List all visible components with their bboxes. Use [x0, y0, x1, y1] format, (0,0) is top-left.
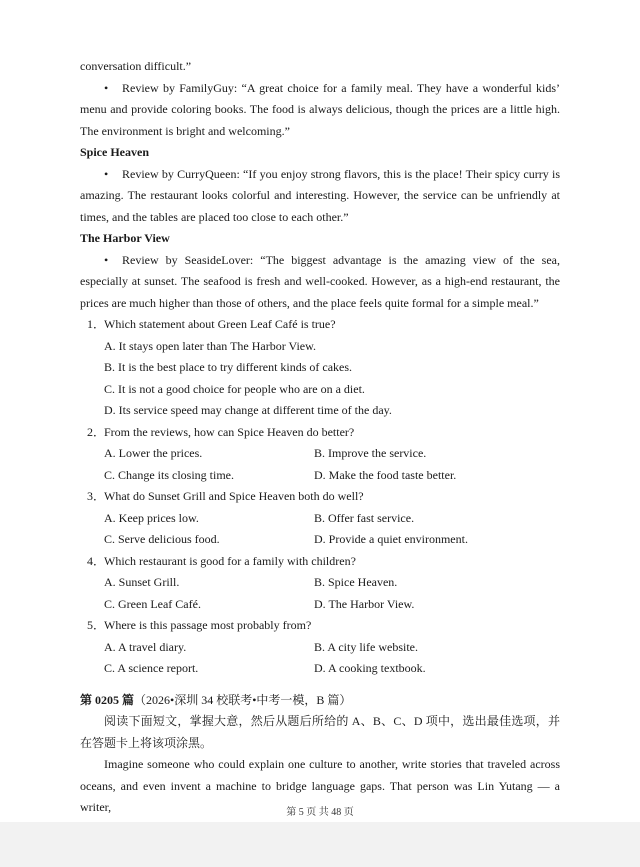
question-options	[80, 637, 560, 680]
question-3	[80, 486, 560, 551]
bottom-margin	[0, 822, 640, 867]
section-subtitle: （2026•深圳 34 校联考•中考一模，B 篇）	[134, 692, 352, 707]
option-c: C. Green Leaf Café.	[104, 596, 201, 611]
option-c: C. It is not a good choice for people who are on a diet.	[104, 381, 365, 396]
question-stem	[80, 314, 560, 336]
option-row	[104, 529, 560, 551]
question-options	[80, 508, 560, 551]
passage-text: Imagine someone who could explain one culture to another, write stories that traveled across oceans, and even invent a machine to bridge language gaps. That person was Lin Yutang — a writer,	[80, 757, 560, 814]
option-d: D. Provide a quiet environment.	[314, 532, 468, 546]
option-d: D. Its service speed may change at different time of the day.	[104, 403, 392, 417]
option-b: B. A city life website.	[314, 639, 418, 654]
question-5	[80, 615, 560, 680]
option-row	[104, 637, 560, 659]
option-row	[104, 465, 560, 487]
restaurant-heading-spice-heaven: Spice Heaven	[80, 145, 149, 159]
question-text: Which statement about Green Leaf Café is true?	[104, 317, 336, 331]
section-number: 第 0205 篇	[80, 692, 135, 707]
question-number: 5．	[87, 618, 106, 632]
option-b: B. It is the best place to try different kinds of cakes.	[104, 360, 353, 374]
option-row	[104, 572, 560, 594]
section-instruction: 阅读下面短文，掌握大意，然后从题后所给的 A、B、C、D 项中，选出最佳选项，并在答题卡上将该项涂黑。	[80, 714, 560, 750]
option-b: B. Offer fast service.	[314, 510, 415, 525]
question-1	[80, 314, 560, 422]
option-row	[104, 443, 560, 465]
question-text: Which restaurant is good for a family with children?	[104, 553, 356, 568]
option-a: A. It stays open later than The Harbor View.	[104, 338, 316, 353]
question-number: 2．	[87, 424, 106, 439]
continuation-text: conversation difficult.”	[80, 59, 192, 73]
option-a: A. Sunset Grill.	[104, 575, 180, 589]
question-number: 3．	[87, 489, 106, 503]
question-stem	[80, 422, 560, 444]
bullet-icon: •	[104, 166, 109, 181]
bullet-icon: •	[104, 252, 109, 267]
section-title	[80, 690, 560, 712]
question-stem	[80, 615, 560, 637]
question-options	[80, 443, 560, 486]
option-d: D. The Harbor View.	[314, 596, 415, 611]
review-curryqueen	[80, 164, 560, 229]
page-footer: 第 5 页 共 48 页	[286, 807, 354, 818]
review-familyguy	[80, 78, 560, 143]
option-row	[104, 508, 560, 530]
question-2	[80, 422, 560, 487]
bullet-icon: •	[104, 80, 109, 95]
question-options	[80, 336, 560, 422]
option-b: B. Improve the service.	[314, 446, 427, 460]
review-text: Review by CurryQueen: “If you enjoy strong flavors, this is the place! Their spicy curry is amazing. The restaurant looks colorful and interesting. However, the service can be unfriendly at times, and the tables are placed too close to each other.”	[80, 166, 560, 224]
question-stem	[80, 551, 560, 573]
option-a: A. Lower the prices.	[104, 446, 203, 460]
review-text: Review by SeasideLover: “The biggest advantage is the amazing view of the sea, especially at sunset. The seafood is fresh and well-cooked. However, as a high-end restaurant, the prices are much higher than those of others, and the place feels quite formal for a simple meal.”	[80, 252, 560, 310]
question-number: 4．	[87, 553, 106, 568]
question-stem	[80, 486, 560, 508]
option-a: A. A travel diary.	[104, 639, 187, 654]
page-content	[80, 56, 560, 819]
option-a: A. Keep prices low.	[104, 510, 199, 525]
option-d: D. A cooking textbook.	[314, 661, 426, 675]
question-options	[80, 572, 560, 615]
option-c: C. A science report.	[104, 661, 199, 675]
question-4	[80, 551, 560, 616]
question-text: From the reviews, how can Spice Heaven do better?	[104, 424, 355, 439]
restaurant-heading-harbor-view: The Harbor View	[80, 231, 170, 245]
option-d: D. Make the food taste better.	[314, 467, 457, 482]
review-text: Review by FamilyGuy: “A great choice for a family meal. They have a wonderful kids’ menu and provide coloring books. The food is always delicious, though the prices are a little high. The environment is bright and welcoming.”	[80, 80, 560, 138]
option-row	[104, 594, 560, 616]
option-row	[104, 658, 560, 680]
review-seasidelover	[80, 250, 560, 315]
question-text: What do Sunset Grill and Spice Heaven both do well?	[104, 489, 364, 503]
question-text: Where is this passage most probably from?	[104, 618, 312, 632]
option-c: C. Serve delicious food.	[104, 532, 220, 546]
option-c: C. Change its closing time.	[104, 467, 234, 482]
option-b: B. Spice Heaven.	[314, 575, 398, 589]
question-number: 1．	[87, 317, 106, 331]
